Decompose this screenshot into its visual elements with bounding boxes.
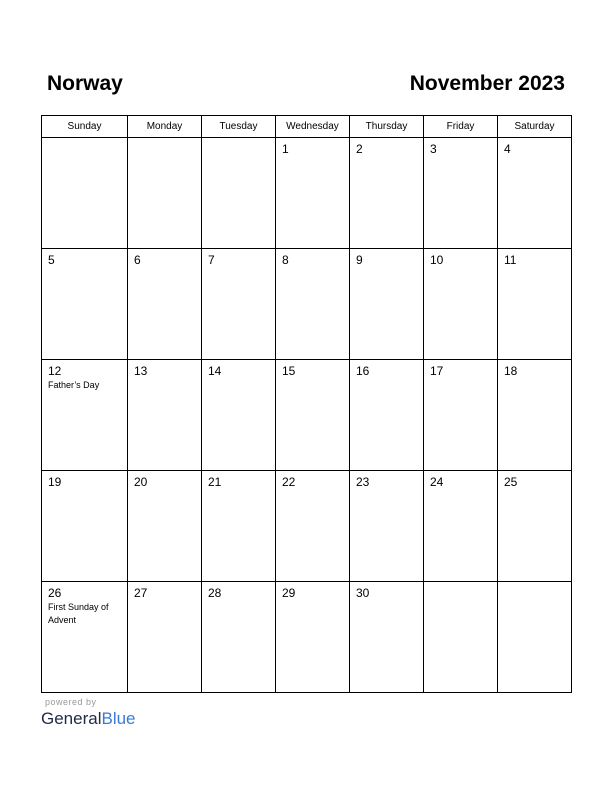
day-number: 27 bbox=[134, 586, 148, 600]
week-row bbox=[42, 582, 572, 693]
day-number: 30 bbox=[356, 586, 370, 600]
weekday-thursday: Thursday bbox=[350, 116, 424, 138]
day-cell bbox=[42, 360, 128, 471]
day-cell bbox=[276, 360, 350, 471]
weekday-monday: Monday bbox=[128, 116, 202, 138]
day-number: 8 bbox=[282, 253, 289, 267]
day-cell bbox=[276, 249, 350, 360]
day-cell bbox=[498, 138, 572, 249]
calendar-body bbox=[42, 138, 572, 693]
calendar-grid bbox=[41, 115, 572, 693]
day-cell bbox=[128, 582, 202, 693]
day-cell bbox=[424, 360, 498, 471]
day-cell bbox=[42, 582, 128, 693]
day-cell bbox=[424, 138, 498, 249]
brand-blue-text: Blue bbox=[101, 709, 136, 728]
day-number: 5 bbox=[48, 253, 55, 267]
day-cell bbox=[276, 471, 350, 582]
day-cell bbox=[202, 249, 276, 360]
day-cell bbox=[276, 582, 350, 693]
day-number: 3 bbox=[430, 142, 437, 156]
day-cell bbox=[276, 138, 350, 249]
day-cell bbox=[128, 360, 202, 471]
day-number: 15 bbox=[282, 364, 296, 378]
day-number: 14 bbox=[208, 364, 222, 378]
day-cell bbox=[128, 249, 202, 360]
day-cell bbox=[128, 471, 202, 582]
day-number: 24 bbox=[430, 475, 444, 489]
week-row bbox=[42, 249, 572, 360]
day-number: 26 bbox=[48, 586, 62, 600]
day-number: 10 bbox=[430, 253, 444, 267]
powered-by-text: powered by bbox=[45, 697, 97, 707]
day-number: 23 bbox=[356, 475, 370, 489]
day-number: 28 bbox=[208, 586, 222, 600]
day-number: 12 bbox=[48, 364, 62, 378]
day-number: 4 bbox=[504, 142, 511, 156]
day-number: 22 bbox=[282, 475, 296, 489]
day-cell bbox=[202, 582, 276, 693]
day-cell bbox=[424, 249, 498, 360]
day-cell bbox=[350, 582, 424, 693]
day-number: 2 bbox=[356, 142, 363, 156]
day-cell bbox=[42, 471, 128, 582]
holiday-label: First Sunday of Advent bbox=[48, 602, 109, 625]
weekday-header-row bbox=[42, 116, 572, 138]
weekday-wednesday: Wednesday bbox=[276, 116, 350, 138]
day-cell bbox=[498, 360, 572, 471]
holiday-label: Father’s Day bbox=[48, 380, 100, 390]
day-cell bbox=[42, 138, 128, 249]
day-cell bbox=[498, 582, 572, 693]
day-cell bbox=[498, 471, 572, 582]
day-cell bbox=[350, 360, 424, 471]
day-number: 16 bbox=[356, 364, 370, 378]
month-year-title: November 2023 bbox=[409, 72, 565, 95]
day-cell bbox=[42, 249, 128, 360]
day-cell bbox=[350, 471, 424, 582]
generalblue-logo[interactable] bbox=[41, 708, 136, 730]
day-cell bbox=[202, 471, 276, 582]
day-number: 1 bbox=[282, 142, 289, 156]
day-number: 20 bbox=[134, 475, 148, 489]
day-number: 25 bbox=[504, 475, 518, 489]
weekday-friday: Friday bbox=[424, 116, 498, 138]
week-row bbox=[42, 360, 572, 471]
day-cell bbox=[424, 471, 498, 582]
day-cell bbox=[202, 360, 276, 471]
day-cell bbox=[498, 249, 572, 360]
weekday-sunday: Sunday bbox=[42, 116, 128, 138]
day-number: 29 bbox=[282, 586, 296, 600]
country-title: Norway bbox=[47, 72, 123, 95]
day-number: 9 bbox=[356, 253, 363, 267]
day-number: 11 bbox=[504, 253, 517, 267]
day-number: 13 bbox=[134, 364, 148, 378]
day-number: 21 bbox=[208, 475, 222, 489]
week-row bbox=[42, 138, 572, 249]
day-cell bbox=[128, 138, 202, 249]
day-cell bbox=[424, 582, 498, 693]
day-cell bbox=[350, 138, 424, 249]
week-row bbox=[42, 471, 572, 582]
day-number: 7 bbox=[208, 253, 215, 267]
weekday-tuesday: Tuesday bbox=[202, 116, 276, 138]
day-number: 18 bbox=[504, 364, 518, 378]
day-number: 6 bbox=[134, 253, 141, 267]
brand-general-text: General bbox=[41, 709, 102, 728]
day-number: 19 bbox=[48, 475, 62, 489]
day-cell bbox=[350, 249, 424, 360]
weekday-saturday: Saturday bbox=[498, 116, 572, 138]
day-number: 17 bbox=[430, 364, 444, 378]
day-cell bbox=[202, 138, 276, 249]
